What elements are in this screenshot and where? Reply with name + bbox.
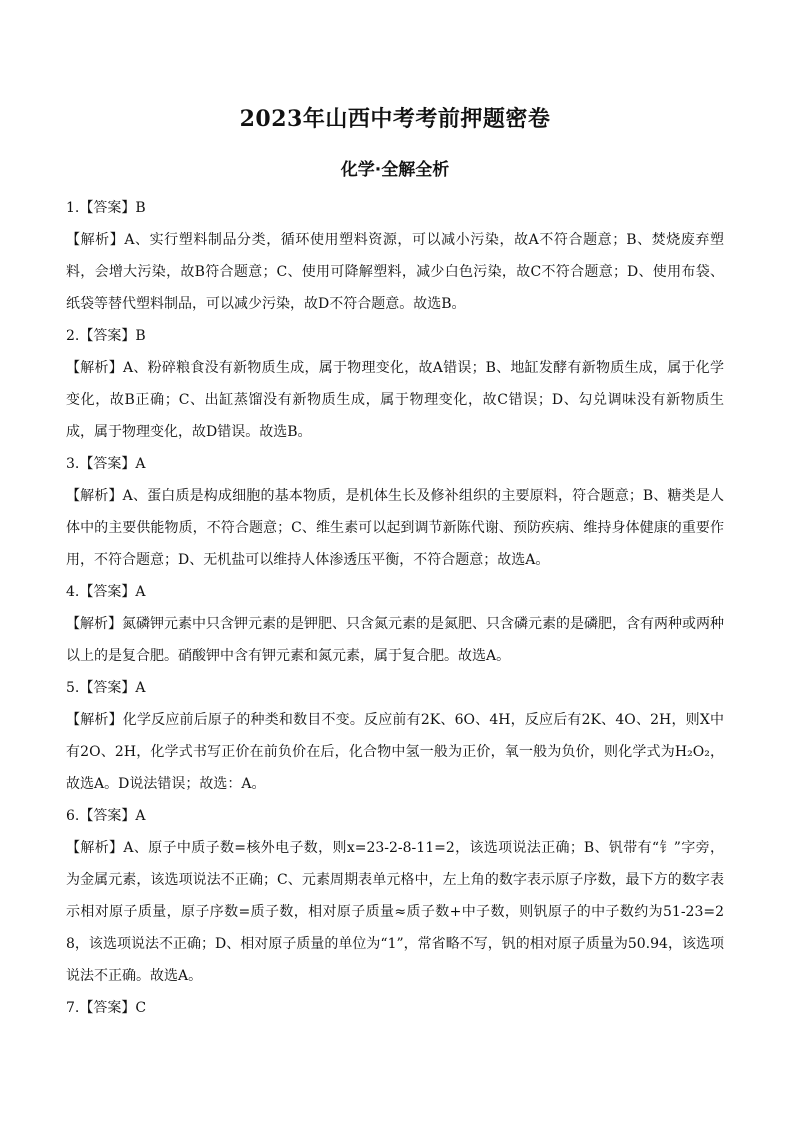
analysis-paragraph: 【解析】化学反应前后原子的种类和数目不变。反应前有2K、6O、4H，反应后有2K、4O、2H，则X中有2O、2H，化学式书写正价在前负价在后，化合物中氢一般为正价，氧一般为负价，则化学式为H₂O₂，故选A。D说法错误；故选：A。 [66, 712, 724, 792]
question-6 [66, 800, 724, 992]
question-2 [66, 320, 724, 448]
answer-line: 2.【答案】B [66, 328, 146, 344]
document-subtitle: 化学·全解全析 [340, 160, 450, 180]
question-7 [66, 992, 724, 1024]
analysis-paragraph: 【解析】A、原子中质子数=核外电子数，则x=23-2-8-11=2，该选项说法正确；B、钒带有“钅”字旁，为金属元素，该选项说法不正确；C、元素周期表单元格中，左上角的数字表示原子序数，最下方的数字表示相对原子质量，原子序数=质子数，相对原子质量≈质子数+中子数，则钒原子的中子数约为51-23=28，该选项说法不正确；D、相对原子质量的单位为“1”，常省略不写，钒的相对原子质量为50.94，该选项说法不正确。故选A。 [66, 840, 724, 984]
answer-line: 3.【答案】A [66, 456, 146, 472]
document-title: 2023年山西中考考前押题密卷 [239, 106, 551, 132]
question-3 [66, 448, 724, 576]
answer-line: 5.【答案】A [66, 680, 146, 696]
analysis-paragraph: 【解析】A、实行塑料制品分类，循环使用塑料资源，可以减小污染，故A不符合题意；B、焚烧废弃塑料，会增大污染，故B符合题意；C、使用可降解塑料，减少白色污染，故C不符合题意；D、使用布袋、纸袋等替代塑料制品，可以减少污染，故D不符合题意。故选B。 [66, 232, 724, 312]
question-1 [66, 192, 724, 320]
question-5 [66, 672, 724, 800]
question-4 [66, 576, 724, 672]
analysis-paragraph: 【解析】A、蛋白质是构成细胞的基本物质，是机体生长及修补组织的主要原料，符合题意；B、糖类是人体中的主要供能物质，不符合题意；C、维生素可以起到调节新陈代谢、预防疾病、维持身体健康的重要作用，不符合题意；D、无机盐可以维持人体渗透压平衡，不符合题意；故选A。 [66, 488, 724, 568]
answer-line: 4.【答案】A [66, 584, 146, 600]
answer-line: 6.【答案】A [66, 808, 146, 824]
answer-line: 1.【答案】B [66, 200, 146, 216]
analysis-paragraph: 【解析】A、粉碎粮食没有新物质生成，属于物理变化，故A错误；B、地缸发酵有新物质生成，属于化学变化，故B正确；C、出缸蒸馏没有新物质生成，属于物理变化，故C错误；D、勾兑调味没有新物质生成，属于物理变化，故D错误。故选B。 [66, 360, 724, 440]
answer-line: 7.【答案】C [66, 1000, 147, 1016]
analysis-paragraph: 【解析】氮磷钾元素中只含钾元素的是钾肥、只含氮元素的是氮肥、只含磷元素的是磷肥，含有两种或两种以上的是复合肥。硝酸钾中含有钾元素和氮元素，属于复合肥。故选A。 [66, 616, 724, 664]
